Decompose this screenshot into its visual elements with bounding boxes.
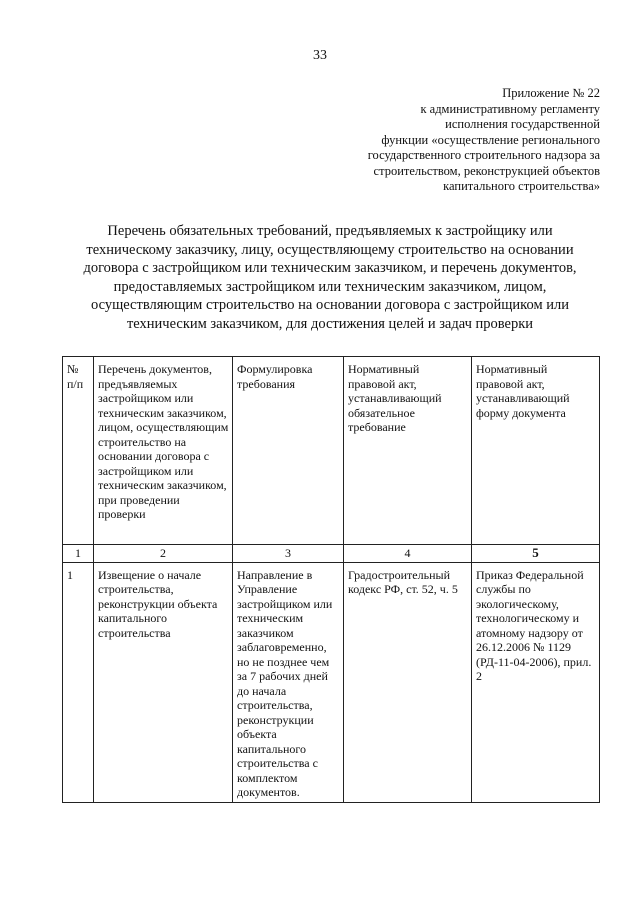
row-document: Извещение о начале строительства, реконструкции объекта капитального строительства (94, 562, 233, 802)
document-title (60, 222, 600, 333)
appendix-line: государственного строительного надзора за (367, 148, 600, 162)
title-line: предоставляемых застройщиком или техническим заказчиком, лицом, (113, 278, 547, 295)
header-form-act: Нормативный правовой акт, устанавливающий форму документа (472, 357, 600, 545)
table-header-row (63, 357, 600, 545)
table-row (63, 562, 600, 802)
requirements-table (62, 356, 600, 803)
title-line: Перечень обязательных требований, предъявляемых к застройщику или (107, 223, 553, 239)
appendix-header (270, 86, 600, 195)
row-form-act: Приказ Федеральной службы по экологическому, технологическому и атомному надзору от 26.12.2006 № 1129 (РД-11-04-2006), прил. 2 (472, 562, 600, 802)
title-line: техническому заказчику, лицу, осуществляющему строительство на основании (86, 241, 574, 258)
column-number: 3 (233, 545, 344, 563)
column-number: 4 (344, 545, 472, 563)
header-legal-act: Нормативный правовой акт, устанавливающий обязательное требование (344, 357, 472, 545)
title-line: договора с застройщиком или техническим заказчиком, и перечень документов, (83, 260, 577, 276)
title-line: техническим заказчиком, для достижения целей и задач проверки (126, 315, 534, 332)
column-number: 1 (63, 545, 94, 563)
header-documents: Перечень документов, предъявляемых застройщиком или техническим заказчиком, лицом, осуществляющим строительство на основании договора с застройщиком или техническим заказчиком, при проведении проверки (94, 357, 233, 545)
appendix-line: исполнения государственной (445, 117, 600, 131)
row-requirement: Направление в Управление застройщиком или техническим заказчиком заблаговременно, но не позднее чем за 7 рабочих дней до начала строительства, реконструкции объекта капитального строительства с комплектом документов. (233, 562, 344, 802)
appendix-line: строительством, реконструкцией объектов (373, 163, 600, 178)
column-numbers-row (63, 545, 600, 563)
header-number: № п/п (63, 357, 94, 545)
page-number: 33 (313, 48, 327, 63)
header-requirement: Формулировка требования (233, 357, 344, 545)
title-line: осуществляющим строительство на основании договора с застройщиком или (90, 297, 570, 313)
column-number: 5 (472, 545, 600, 563)
appendix-line: функции «осуществление регионального (381, 132, 600, 147)
column-number: 2 (94, 545, 233, 563)
row-legal-act: Градостроительный кодекс РФ, ст. 52, ч. 5 (344, 562, 472, 802)
appendix-line: Приложение № 22 (502, 86, 600, 100)
row-number: 1 (63, 562, 94, 802)
appendix-line: капитального строительства» (443, 179, 600, 193)
appendix-line: к административному регламенту (420, 101, 600, 116)
